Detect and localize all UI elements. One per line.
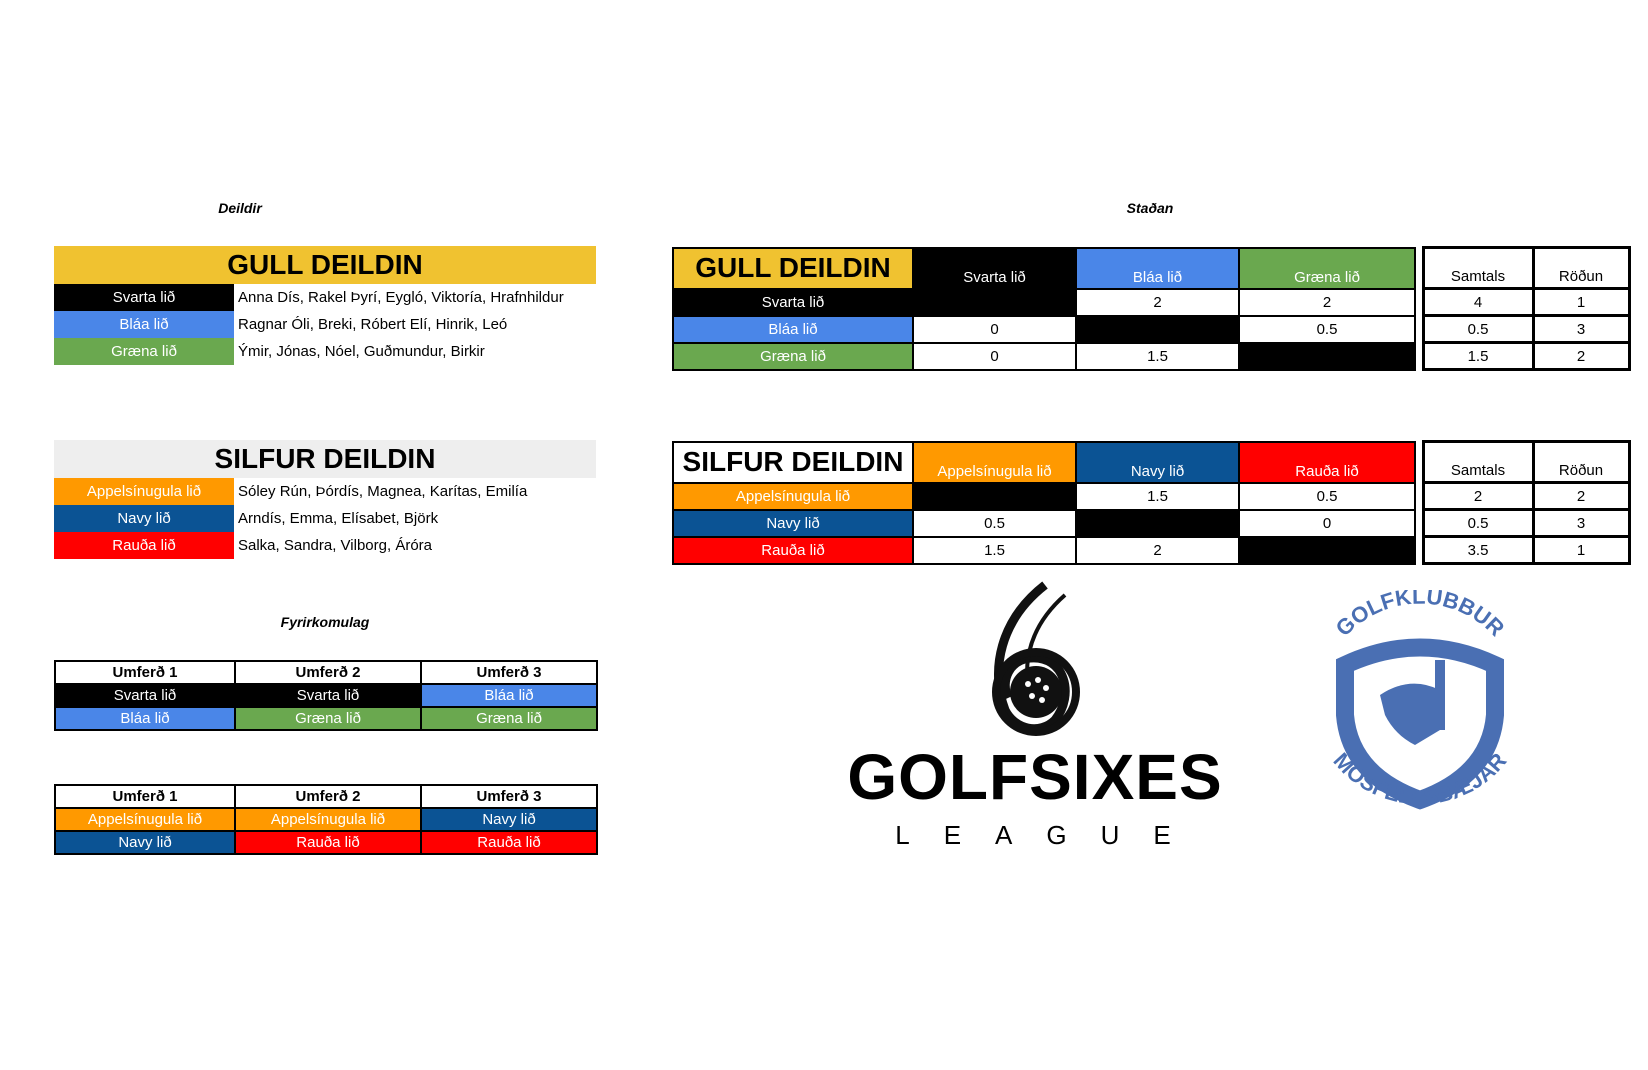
round-header: Umferð 2 [235,785,421,808]
spacer [1415,316,1423,343]
rodun-header: Röðun [1533,248,1629,289]
silfur-standings-table [672,440,1631,565]
round-header: Umferð 1 [55,661,235,684]
samtals-header: Samtals [1423,442,1533,483]
total-cell: 4 [1423,289,1533,316]
col-header: Rauða lið [1239,442,1415,483]
gull-roster [54,246,596,365]
spacer [1415,343,1423,370]
total-cell: 0.5 [1423,316,1533,343]
row-header: Græna lið [673,343,913,370]
team-members: Ýmir, Jónas, Nóel, Guðmundur, Birkir [238,343,485,360]
roster-row [54,532,596,559]
col-header: Appelsínugula lið [913,442,1076,483]
club-logo [1300,590,1540,840]
schedule-cell: Navy lið [55,831,235,854]
table-row [673,343,1629,370]
stadan-label: Staðan [1126,200,1174,216]
table-row [673,537,1629,564]
team-members: Salka, Sandra, Vilborg, Áróra [238,537,432,554]
spacer [1415,510,1423,537]
table-row [55,707,597,730]
spacer [1415,483,1423,510]
table-row [55,684,597,707]
samtals-header: Samtals [1423,248,1533,289]
schedule-cell: Græna lið [421,707,597,730]
round-header: Umferð 3 [421,661,597,684]
score-cell [913,483,1076,510]
score-cell: 2 [1239,289,1415,316]
rank-cell: 1 [1533,537,1629,564]
roster-row [54,311,596,338]
col-header: Græna lið [1239,248,1415,289]
score-cell: 1.5 [1076,343,1239,370]
row-header: Bláa lið [673,316,913,343]
rank-cell: 2 [1533,343,1629,370]
schedule-cell: Appelsínugula lið [55,808,235,831]
rank-cell: 2 [1533,483,1629,510]
spacer [1415,248,1423,289]
roster-row [54,505,596,532]
score-cell: 0.5 [1239,316,1415,343]
round-header: Umferð 1 [55,785,235,808]
total-cell: 2 [1423,483,1533,510]
club-name-bottom: MOSFELLSBÆJAR [1328,747,1512,810]
silfur-standings-title: SILFUR DEILDIN [673,442,913,483]
rank-cell: 1 [1533,289,1629,316]
total-cell: 3.5 [1423,537,1533,564]
col-header: Svarta lið [913,248,1076,289]
spacer [1415,442,1423,483]
score-cell [1239,343,1415,370]
score-cell: 1.5 [913,537,1076,564]
spacer [1415,289,1423,316]
team-name: Bláa lið [54,311,234,338]
team-name: Rauða lið [54,532,234,559]
rank-cell: 3 [1533,316,1629,343]
deildir-label: Deildir [218,200,262,216]
golfsixes-wordmark: GOLFSIXES [847,741,1223,813]
team-members: Anna Dís, Rakel Þyrí, Eygló, Viktoría, Hrafnhildur [238,289,564,306]
team-name: Appelsínugula lið [54,478,234,505]
roster-row [54,478,596,505]
col-header: Bláa lið [1076,248,1239,289]
score-cell: 0.5 [1239,483,1415,510]
table-row [55,808,597,831]
rodun-header: Röðun [1533,442,1629,483]
score-cell [1239,537,1415,564]
golfsixes-logo [840,580,1230,850]
gull-standings-table [672,246,1631,371]
score-cell: 1.5 [1076,483,1239,510]
team-members: Sóley Rún, Þórdís, Magnea, Karítas, Emilía [238,483,528,500]
table-row [55,831,597,854]
schedule-cell: Bláa lið [55,707,235,730]
score-cell [1076,510,1239,537]
spacer [1415,537,1423,564]
table-row [673,510,1629,537]
team-name: Navy lið [54,505,234,532]
gull-schedule-table [54,660,598,731]
score-cell: 2 [1076,289,1239,316]
round-header: Umferð 2 [235,661,421,684]
silfur-roster [54,440,596,559]
schedule-cell: Rauða lið [421,831,597,854]
row-header: Appelsínugula lið [673,483,913,510]
score-cell: 2 [1076,537,1239,564]
schedule-cell: Appelsínugula lið [235,808,421,831]
total-cell: 0.5 [1423,510,1533,537]
silfur-schedule-table [54,784,598,855]
schedule-cell: Svarta lið [55,684,235,707]
table-row [673,289,1629,316]
roster-row [54,284,596,311]
round-header: Umferð 3 [421,785,597,808]
score-cell [1076,316,1239,343]
golfsixes-league-text: LEAGUE [895,820,1205,850]
team-members: Ragnar Óli, Breki, Róbert Elí, Hinrik, Leó [238,316,508,333]
team-members: Arndís, Emma, Elísabet, Björk [238,510,439,527]
row-header: Navy lið [673,510,913,537]
rank-cell: 3 [1533,510,1629,537]
score-cell: 0 [913,343,1076,370]
schedule-cell: Svarta lið [235,684,421,707]
club-name-top: GOLFKLÚBBUR [1330,590,1510,642]
row-header: Rauða lið [673,537,913,564]
row-header: Svarta lið [673,289,913,316]
schedule-cell: Bláa lið [421,684,597,707]
roster-row [54,338,596,365]
score-cell: 0 [913,316,1076,343]
club-shield-icon [1300,590,1540,840]
total-cell: 1.5 [1423,343,1533,370]
table-row [673,316,1629,343]
schedule-cell: Rauða lið [235,831,421,854]
gull-standings-title: GULL DEILDIN [673,248,913,289]
schedule-cell: Navy lið [421,808,597,831]
score-cell: 0 [1239,510,1415,537]
col-header: Navy lið [1076,442,1239,483]
team-name: Græna lið [54,338,234,365]
gull-roster-title: GULL DEILDIN [54,246,596,284]
silfur-roster-title: SILFUR DEILDIN [54,440,596,478]
fyrirkomulag-label: Fyrirkomulag [280,614,370,630]
table-row [673,483,1629,510]
schedule-cell: Græna lið [235,707,421,730]
score-cell [913,289,1076,316]
team-name: Svarta lið [54,284,234,311]
score-cell: 0.5 [913,510,1076,537]
